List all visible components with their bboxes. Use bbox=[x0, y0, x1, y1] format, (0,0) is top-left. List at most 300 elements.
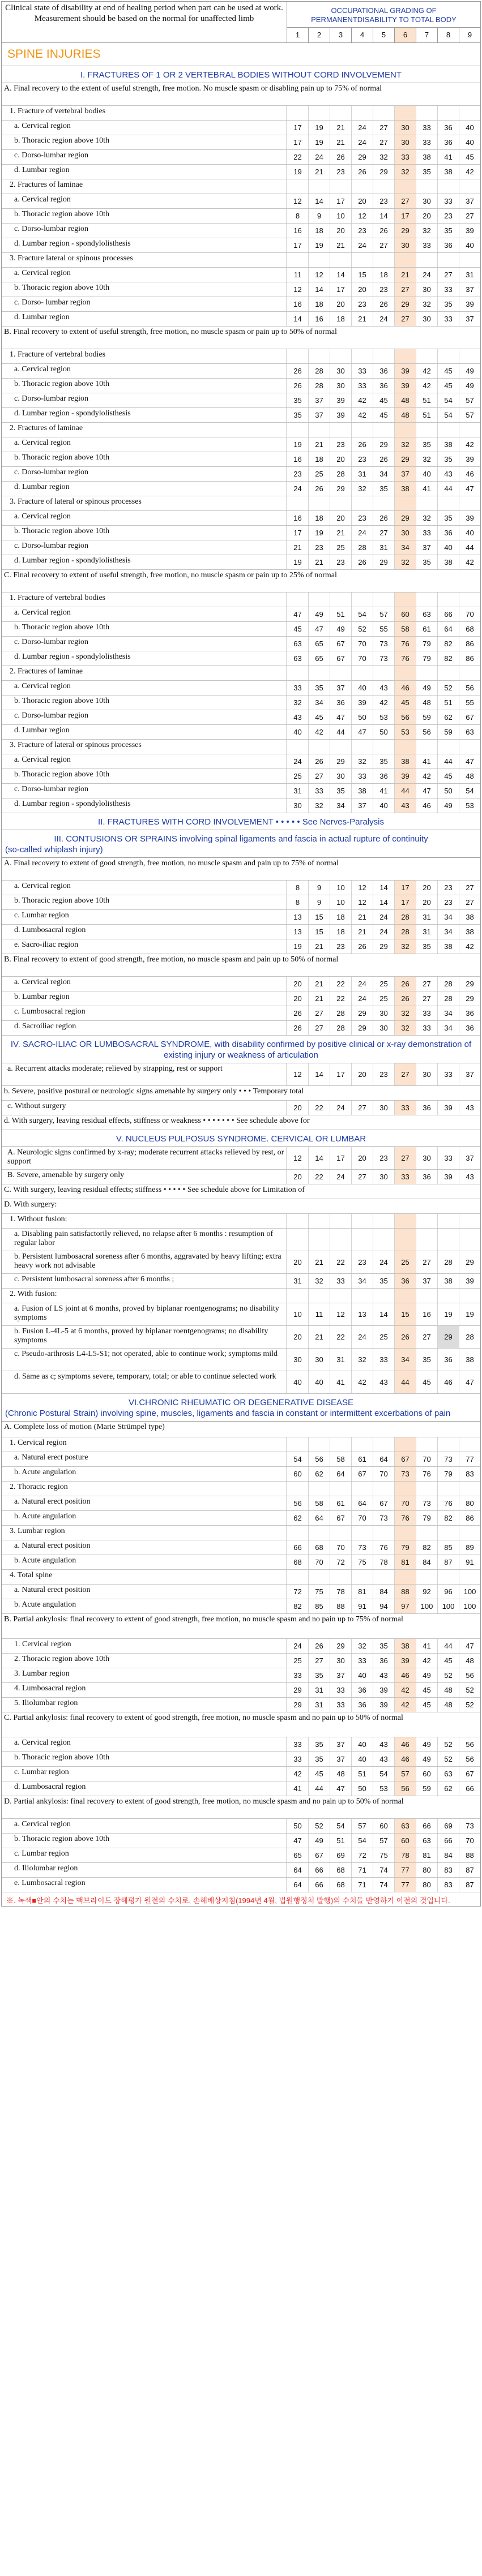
grade-cell: 32 bbox=[351, 1349, 373, 1371]
grade-cell: 40 bbox=[351, 1752, 373, 1766]
row-values bbox=[287, 1251, 480, 1273]
grade-cell: 60 bbox=[293, 1470, 302, 1478]
grade-cell: 37 bbox=[330, 681, 351, 695]
grade-cell: 88 bbox=[330, 1599, 351, 1613]
row-label: a. Cervical region bbox=[2, 754, 287, 768]
row-values bbox=[287, 511, 480, 525]
grade-cell: 34 bbox=[437, 910, 459, 924]
grade-cell: 59 bbox=[416, 710, 437, 724]
row-label: a. Disabling pain satisfactorily relieved, no relapse after 6 months : resumption of regular labor bbox=[2, 1229, 287, 1251]
grade-cell: 66 bbox=[416, 1819, 437, 1833]
grade-cell: 20 bbox=[330, 297, 351, 311]
grade-cell bbox=[351, 106, 373, 120]
row-values bbox=[287, 408, 480, 422]
grade-cell: 100 bbox=[416, 1599, 437, 1613]
grade-cell: 51 bbox=[351, 1767, 373, 1781]
grade-cell: 27 bbox=[416, 1326, 437, 1348]
grade-cell: 20 bbox=[351, 1147, 373, 1169]
grade-cell: 60 bbox=[373, 1819, 394, 1833]
grade-cell: 37 bbox=[308, 408, 330, 422]
grade-cell: 26 bbox=[351, 165, 373, 179]
table-row bbox=[2, 511, 480, 526]
row-label: d. Lumbar region bbox=[2, 165, 287, 179]
grade-cell bbox=[416, 106, 437, 120]
grade-cell: 25 bbox=[293, 1656, 302, 1665]
grade-cell: 53 bbox=[373, 710, 394, 724]
grade-cell: 36 bbox=[373, 379, 394, 393]
grade-cell: 35 bbox=[330, 784, 351, 798]
grade-cell: 18 bbox=[330, 312, 351, 326]
grade-cell: 59 bbox=[416, 1781, 437, 1796]
row-label: a. Cervical region bbox=[2, 1737, 287, 1751]
grade-cell: 47 bbox=[293, 1836, 302, 1845]
table-row bbox=[2, 135, 480, 150]
grade-cell: 39 bbox=[394, 1654, 416, 1668]
grade-cell: 82 bbox=[437, 1511, 459, 1525]
grade-cell: 35 bbox=[437, 297, 459, 311]
row-label: b. Thoracic region above 10th bbox=[2, 622, 287, 636]
grade-cell: 24 bbox=[373, 1251, 394, 1273]
grade-cell: 18 bbox=[330, 910, 351, 924]
grade-cell bbox=[351, 253, 373, 267]
table-row bbox=[2, 467, 480, 482]
grade-cell: 54 bbox=[373, 1767, 394, 1781]
grade-cell: 36 bbox=[437, 135, 459, 149]
row-label: B. Final recovery to extent of useful strength, free motion, no muscle spasm or pain up to 50% of normal bbox=[4, 328, 337, 336]
row-values bbox=[287, 1683, 480, 1697]
grade-cell bbox=[373, 1570, 394, 1584]
grade-cell: 80 bbox=[459, 1496, 480, 1510]
row-values bbox=[287, 1834, 480, 1848]
grade-cell: 24 bbox=[293, 1642, 302, 1650]
grade-cell bbox=[308, 349, 330, 363]
grade-cell bbox=[394, 1229, 416, 1251]
grade-cell: 20 bbox=[330, 224, 351, 238]
table-row bbox=[2, 710, 480, 725]
grade-cell: 30 bbox=[416, 282, 437, 297]
grade-cell: 54 bbox=[351, 1834, 373, 1848]
grade-cell: 39 bbox=[330, 408, 351, 422]
grade-cell: 23 bbox=[437, 895, 459, 909]
grade-cell: 82 bbox=[416, 1540, 437, 1555]
grade-cell bbox=[416, 1570, 437, 1584]
grade-cell bbox=[373, 179, 394, 194]
row-label: 1. Fracture of vertebral bodies bbox=[2, 593, 287, 607]
grade-cell: 40 bbox=[459, 526, 480, 540]
grade-cell: 29 bbox=[459, 1251, 480, 1273]
grade-cell: 31 bbox=[373, 540, 394, 555]
table-row bbox=[2, 881, 480, 895]
row-values bbox=[287, 939, 480, 954]
grade-cell: 33 bbox=[330, 1274, 351, 1288]
table-row bbox=[2, 1767, 480, 1781]
row-values bbox=[287, 710, 480, 724]
row-label: c. Dorso-lumbar region bbox=[2, 224, 287, 238]
table-row bbox=[2, 1251, 480, 1274]
grade-cell bbox=[287, 1214, 308, 1228]
grade-cell: 24 bbox=[373, 910, 394, 924]
footnote-text: ※. 녹색■안의 수치는 맥브라이드 장해평가 원전의 수치로, 손해배상지침(1994년 4월, 법원행정처 발행)의 수치들 반영하기 이전의 것입니다. bbox=[6, 1896, 450, 1905]
row-label: 2. Fractures of laminae bbox=[2, 423, 287, 437]
grade-cell: 33 bbox=[394, 150, 416, 164]
grade-cell: 88 bbox=[459, 1848, 480, 1862]
grade-cell: 51 bbox=[437, 695, 459, 710]
grade-cell: 39 bbox=[373, 1683, 394, 1697]
table-row bbox=[2, 1555, 480, 1570]
grade-cell: 27 bbox=[373, 238, 394, 252]
grade-cell: 12 bbox=[351, 209, 373, 223]
row-label: 1. Fracture of vertebral bodies bbox=[2, 106, 287, 120]
grade-cell bbox=[373, 1214, 394, 1228]
table-row bbox=[2, 1199, 480, 1214]
table-row bbox=[2, 209, 480, 224]
row-values bbox=[287, 1371, 480, 1393]
grade-cell: 70 bbox=[351, 1511, 373, 1525]
grade-cell: 54 bbox=[437, 393, 459, 407]
row-label: a. Cervical region bbox=[2, 881, 287, 895]
row-label: a. Cervical region bbox=[2, 607, 287, 621]
row-values bbox=[287, 1767, 480, 1781]
table-row bbox=[2, 1006, 480, 1021]
grade-cell: 21 bbox=[394, 268, 416, 282]
table-row bbox=[2, 194, 480, 209]
grade-cell: 33 bbox=[437, 1147, 459, 1169]
grade-cell bbox=[459, 496, 480, 510]
grade-cell: 40 bbox=[351, 1668, 373, 1682]
grade-cell: 20 bbox=[293, 1104, 302, 1112]
grade-cell: 8 bbox=[295, 898, 300, 907]
grade-cell: 63 bbox=[293, 654, 302, 663]
row-values bbox=[287, 1496, 480, 1510]
grade-cell bbox=[394, 496, 416, 510]
grade-cell: 14 bbox=[373, 209, 394, 223]
grade-cell: 16 bbox=[293, 455, 302, 463]
row-values bbox=[287, 1274, 480, 1288]
grade-cell: 25 bbox=[308, 467, 330, 481]
table-row bbox=[2, 1639, 480, 1654]
row-values bbox=[287, 1526, 480, 1540]
grade-cell: 8 bbox=[295, 883, 300, 892]
grade-cell: 33 bbox=[416, 135, 437, 149]
row-values bbox=[287, 423, 480, 437]
row-label: 1. Without fusion: bbox=[2, 1214, 287, 1228]
row-label: d. Same as c; symptoms severe, temporary, total; or able to continue selected work bbox=[2, 1371, 287, 1393]
grade-cell: 72 bbox=[330, 1555, 351, 1569]
table-row bbox=[2, 364, 480, 379]
row-values bbox=[287, 754, 480, 768]
grade-cell: 45 bbox=[308, 1767, 330, 1781]
row-label: a. Cervical region bbox=[2, 681, 287, 695]
table-row bbox=[2, 1326, 480, 1349]
row-label: b. Persistent lumbosacral soreness after 6 months, aggravated by heavy lifting; extra heavy work not advisable bbox=[2, 1251, 287, 1273]
grade-cell: 39 bbox=[330, 393, 351, 407]
table-row bbox=[2, 1349, 480, 1371]
grade-cell: 17 bbox=[293, 529, 302, 537]
grade-cell: 42 bbox=[351, 1371, 373, 1393]
grade-cell: 86 bbox=[459, 1511, 480, 1525]
grade-cell: 51 bbox=[416, 408, 437, 422]
grade-cell: 44 bbox=[437, 1639, 459, 1653]
grade-cell: 73 bbox=[373, 651, 394, 666]
grade-cell: 50 bbox=[351, 710, 373, 724]
grade-cell: 49 bbox=[459, 364, 480, 378]
grade-cell bbox=[308, 740, 330, 754]
grade-cell: 27 bbox=[394, 194, 416, 208]
grade-cell: 47 bbox=[416, 784, 437, 798]
grade-cell: 22 bbox=[330, 1251, 351, 1273]
row-label: a. Natural erect posture bbox=[2, 1452, 287, 1466]
section-heading bbox=[2, 66, 480, 83]
grade-cell: 42 bbox=[308, 725, 330, 739]
grade-cell: 52 bbox=[437, 1737, 459, 1751]
grade-cell bbox=[287, 1570, 308, 1584]
grade-cell: 24 bbox=[351, 991, 373, 1006]
grade-cell bbox=[330, 1289, 351, 1303]
row-values bbox=[287, 282, 480, 297]
grade-cell bbox=[330, 1526, 351, 1540]
table-row bbox=[2, 327, 480, 349]
grade-cell: 21 bbox=[308, 165, 330, 179]
grade-cell: 17 bbox=[293, 123, 302, 132]
grade-cell: 65 bbox=[308, 637, 330, 651]
grade-cell: 82 bbox=[437, 651, 459, 666]
table-row bbox=[2, 282, 480, 297]
grade-cell: 29 bbox=[373, 555, 394, 569]
grade-cell: 23 bbox=[351, 297, 373, 311]
row-label: a. Cervical region bbox=[2, 437, 287, 452]
grade-cell bbox=[394, 1570, 416, 1584]
table-row bbox=[2, 925, 480, 939]
grade-header-6: 6 bbox=[394, 28, 416, 42]
row-values bbox=[287, 1147, 480, 1169]
row-label: d. With surgery, leaving residual effects, stiffness or weakness • • • • • • • See schedule above for bbox=[4, 1117, 310, 1125]
grade-cell: 37 bbox=[330, 1737, 351, 1751]
row-values bbox=[287, 1229, 480, 1251]
grade-cell: 38 bbox=[437, 437, 459, 452]
grade-cell: 51 bbox=[330, 1834, 351, 1848]
section-title: III. CONTUSIONS OR SPRAINS involving spinal ligaments and fascia in actual rupture of continuity bbox=[54, 834, 428, 844]
grade-cell: 15 bbox=[394, 1303, 416, 1325]
grade-cell: 23 bbox=[437, 881, 459, 895]
grade-cell bbox=[351, 349, 373, 363]
grade-cell: 16 bbox=[293, 226, 302, 235]
row-label: a. Cervical region bbox=[2, 268, 287, 282]
grade-cell: 43 bbox=[373, 1668, 394, 1682]
row-values bbox=[287, 106, 480, 120]
grade-cell bbox=[394, 1289, 416, 1303]
grade-cell: 35 bbox=[308, 1752, 330, 1766]
grade-cell bbox=[330, 1482, 351, 1496]
row-values bbox=[287, 651, 480, 666]
grade-cell: 69 bbox=[330, 1848, 351, 1862]
row-label: B. Severe, amenable by surgery only bbox=[2, 1170, 287, 1184]
grade-header-4: 4 bbox=[351, 28, 373, 42]
grade-cell: 87 bbox=[459, 1863, 480, 1877]
row-label: c. Without surgery bbox=[2, 1101, 287, 1115]
grade-cell bbox=[351, 1526, 373, 1540]
grade-cell bbox=[416, 593, 437, 607]
grade-cell: 88 bbox=[394, 1585, 416, 1599]
grade-cell: 70 bbox=[330, 1540, 351, 1555]
grade-cell: 46 bbox=[459, 467, 480, 481]
grade-cell: 29 bbox=[394, 452, 416, 466]
grade-cell bbox=[308, 593, 330, 607]
grade-cell: 74 bbox=[373, 1878, 394, 1892]
row-label: c. Pseudo-arthrosis L4-L5-S1; not operated, able to continue work; symptoms mild bbox=[2, 1349, 287, 1371]
grade-cell: 42 bbox=[351, 393, 373, 407]
grade-cell: 64 bbox=[293, 1866, 302, 1874]
header-grading bbox=[287, 2, 480, 42]
grade-cell: 58 bbox=[308, 1496, 330, 1510]
grade-cell: 39 bbox=[394, 364, 416, 378]
grade-cell bbox=[373, 253, 394, 267]
grade-cell: 85 bbox=[437, 1540, 459, 1555]
grade-cell: 36 bbox=[459, 1006, 480, 1020]
grade-cell bbox=[459, 593, 480, 607]
row-label: d. Iliolumbar region bbox=[2, 1863, 287, 1877]
table-row bbox=[2, 1147, 480, 1170]
grade-cell: 50 bbox=[373, 725, 394, 739]
grade-cell: 25 bbox=[373, 991, 394, 1006]
grade-cell: 23 bbox=[373, 194, 394, 208]
grade-cell: 36 bbox=[459, 1021, 480, 1035]
grade-cell bbox=[437, 593, 459, 607]
grade-cell: 29 bbox=[293, 1686, 302, 1694]
row-label: a. Cervical region bbox=[2, 1819, 287, 1833]
grade-cell: 45 bbox=[416, 1371, 437, 1393]
table-row bbox=[2, 1834, 480, 1848]
table-row bbox=[2, 253, 480, 268]
row-label: b. Lumbar region bbox=[2, 991, 287, 1006]
grade-cell: 97 bbox=[394, 1599, 416, 1613]
grade-cell bbox=[437, 179, 459, 194]
grade-cell: 32 bbox=[394, 165, 416, 179]
row-values bbox=[287, 1063, 480, 1085]
grade-cell: 80 bbox=[416, 1878, 437, 1892]
grade-cell: 29 bbox=[330, 754, 351, 768]
grade-cell: 19 bbox=[308, 135, 330, 149]
grade-cell: 36 bbox=[437, 121, 459, 135]
grade-cell: 37 bbox=[459, 1063, 480, 1085]
header-description: Clinical state of disability at end of healing period when part can be used at work. Measurement should be based on the normal for unaffected limb bbox=[2, 2, 287, 42]
grade-cell bbox=[373, 1229, 394, 1251]
grade-cell: 49 bbox=[330, 622, 351, 636]
row-values bbox=[287, 452, 480, 466]
grade-cell: 24 bbox=[351, 977, 373, 991]
grade-cell: 48 bbox=[330, 1767, 351, 1781]
grade-cell: 58 bbox=[394, 622, 416, 636]
table-row bbox=[2, 1115, 480, 1130]
grade-cell: 35 bbox=[416, 555, 437, 569]
row-values bbox=[287, 1326, 480, 1348]
grade-cell: 31 bbox=[416, 910, 437, 924]
table-row bbox=[2, 1214, 480, 1229]
grade-cell bbox=[351, 179, 373, 194]
grade-cell bbox=[459, 179, 480, 194]
grade-cell bbox=[287, 593, 308, 607]
row-values bbox=[287, 364, 480, 378]
grade-cell: 31 bbox=[459, 268, 480, 282]
grade-cell: 29 bbox=[437, 1326, 459, 1348]
grade-cell: 61 bbox=[351, 1452, 373, 1466]
grade-cell: 64 bbox=[308, 1511, 330, 1525]
footnote bbox=[2, 1892, 480, 1906]
grade-cell: 31 bbox=[416, 925, 437, 939]
grade-cell: 11 bbox=[293, 271, 302, 279]
grade-cell: 39 bbox=[394, 769, 416, 783]
grade-cell: 64 bbox=[437, 622, 459, 636]
grade-cell: 51 bbox=[330, 607, 351, 621]
row-label: 2. Thoracic region bbox=[2, 1482, 287, 1496]
row-values bbox=[287, 379, 480, 393]
section-heading bbox=[2, 813, 480, 830]
grade-cell: 10 bbox=[293, 1310, 302, 1319]
row-values bbox=[287, 526, 480, 540]
row-values bbox=[287, 1021, 480, 1035]
row-values bbox=[287, 666, 480, 680]
grade-cell: 63 bbox=[416, 1834, 437, 1848]
grade-cell: 41 bbox=[293, 1784, 302, 1793]
row-label: c. Lumbosacral region bbox=[2, 1006, 287, 1020]
grade-cell: 28 bbox=[437, 1251, 459, 1273]
grade-cell bbox=[437, 1570, 459, 1584]
grade-cell: 40 bbox=[351, 1737, 373, 1751]
grade-cell bbox=[437, 1229, 459, 1251]
grade-cell: 28 bbox=[437, 991, 459, 1006]
grade-cell bbox=[287, 666, 308, 680]
grade-cell bbox=[308, 1482, 330, 1496]
grade-cell bbox=[308, 423, 330, 437]
grade-cell: 76 bbox=[394, 651, 416, 666]
row-values bbox=[287, 881, 480, 895]
grade-cell bbox=[330, 666, 351, 680]
grade-cell bbox=[437, 666, 459, 680]
grade-cell bbox=[416, 253, 437, 267]
row-values bbox=[287, 194, 480, 208]
grade-cell: 44 bbox=[308, 1781, 330, 1796]
disability-grading-table bbox=[1, 1, 481, 1907]
grade-cell: 30 bbox=[330, 364, 351, 378]
grade-cell bbox=[437, 740, 459, 754]
row-label: c. Dorso-lumbar region bbox=[2, 784, 287, 798]
grade-cell: 20 bbox=[293, 1173, 302, 1181]
grade-cell: 28 bbox=[394, 910, 416, 924]
grade-cell: 38 bbox=[437, 1274, 459, 1288]
table-row bbox=[2, 555, 480, 570]
grade-cell: 53 bbox=[373, 1781, 394, 1796]
grade-cell: 33 bbox=[351, 379, 373, 393]
grade-cell bbox=[416, 1482, 437, 1496]
grade-cell: 47 bbox=[459, 754, 480, 768]
grade-cell: 49 bbox=[308, 1834, 330, 1848]
grade-cell bbox=[373, 1526, 394, 1540]
grade-cell: 12 bbox=[351, 881, 373, 895]
grade-cell: 36 bbox=[330, 695, 351, 710]
grade-cell: 76 bbox=[373, 1540, 394, 1555]
grade-cell: 14 bbox=[308, 194, 330, 208]
grade-cell: 38 bbox=[459, 925, 480, 939]
row-label: A. Final recovery to the extent of useful strength, free motion. No muscle spasm or disabling pain up to 75% of normal bbox=[4, 84, 382, 93]
table-row bbox=[2, 238, 480, 253]
grade-cell: 32 bbox=[394, 1006, 416, 1020]
grade-cell: 67 bbox=[373, 1496, 394, 1510]
table-row bbox=[2, 349, 480, 364]
grade-cell: 12 bbox=[330, 1303, 351, 1325]
grade-cell bbox=[351, 496, 373, 510]
row-values bbox=[287, 1585, 480, 1599]
grade-cell bbox=[351, 1482, 373, 1496]
grade-cell: 40 bbox=[437, 540, 459, 555]
